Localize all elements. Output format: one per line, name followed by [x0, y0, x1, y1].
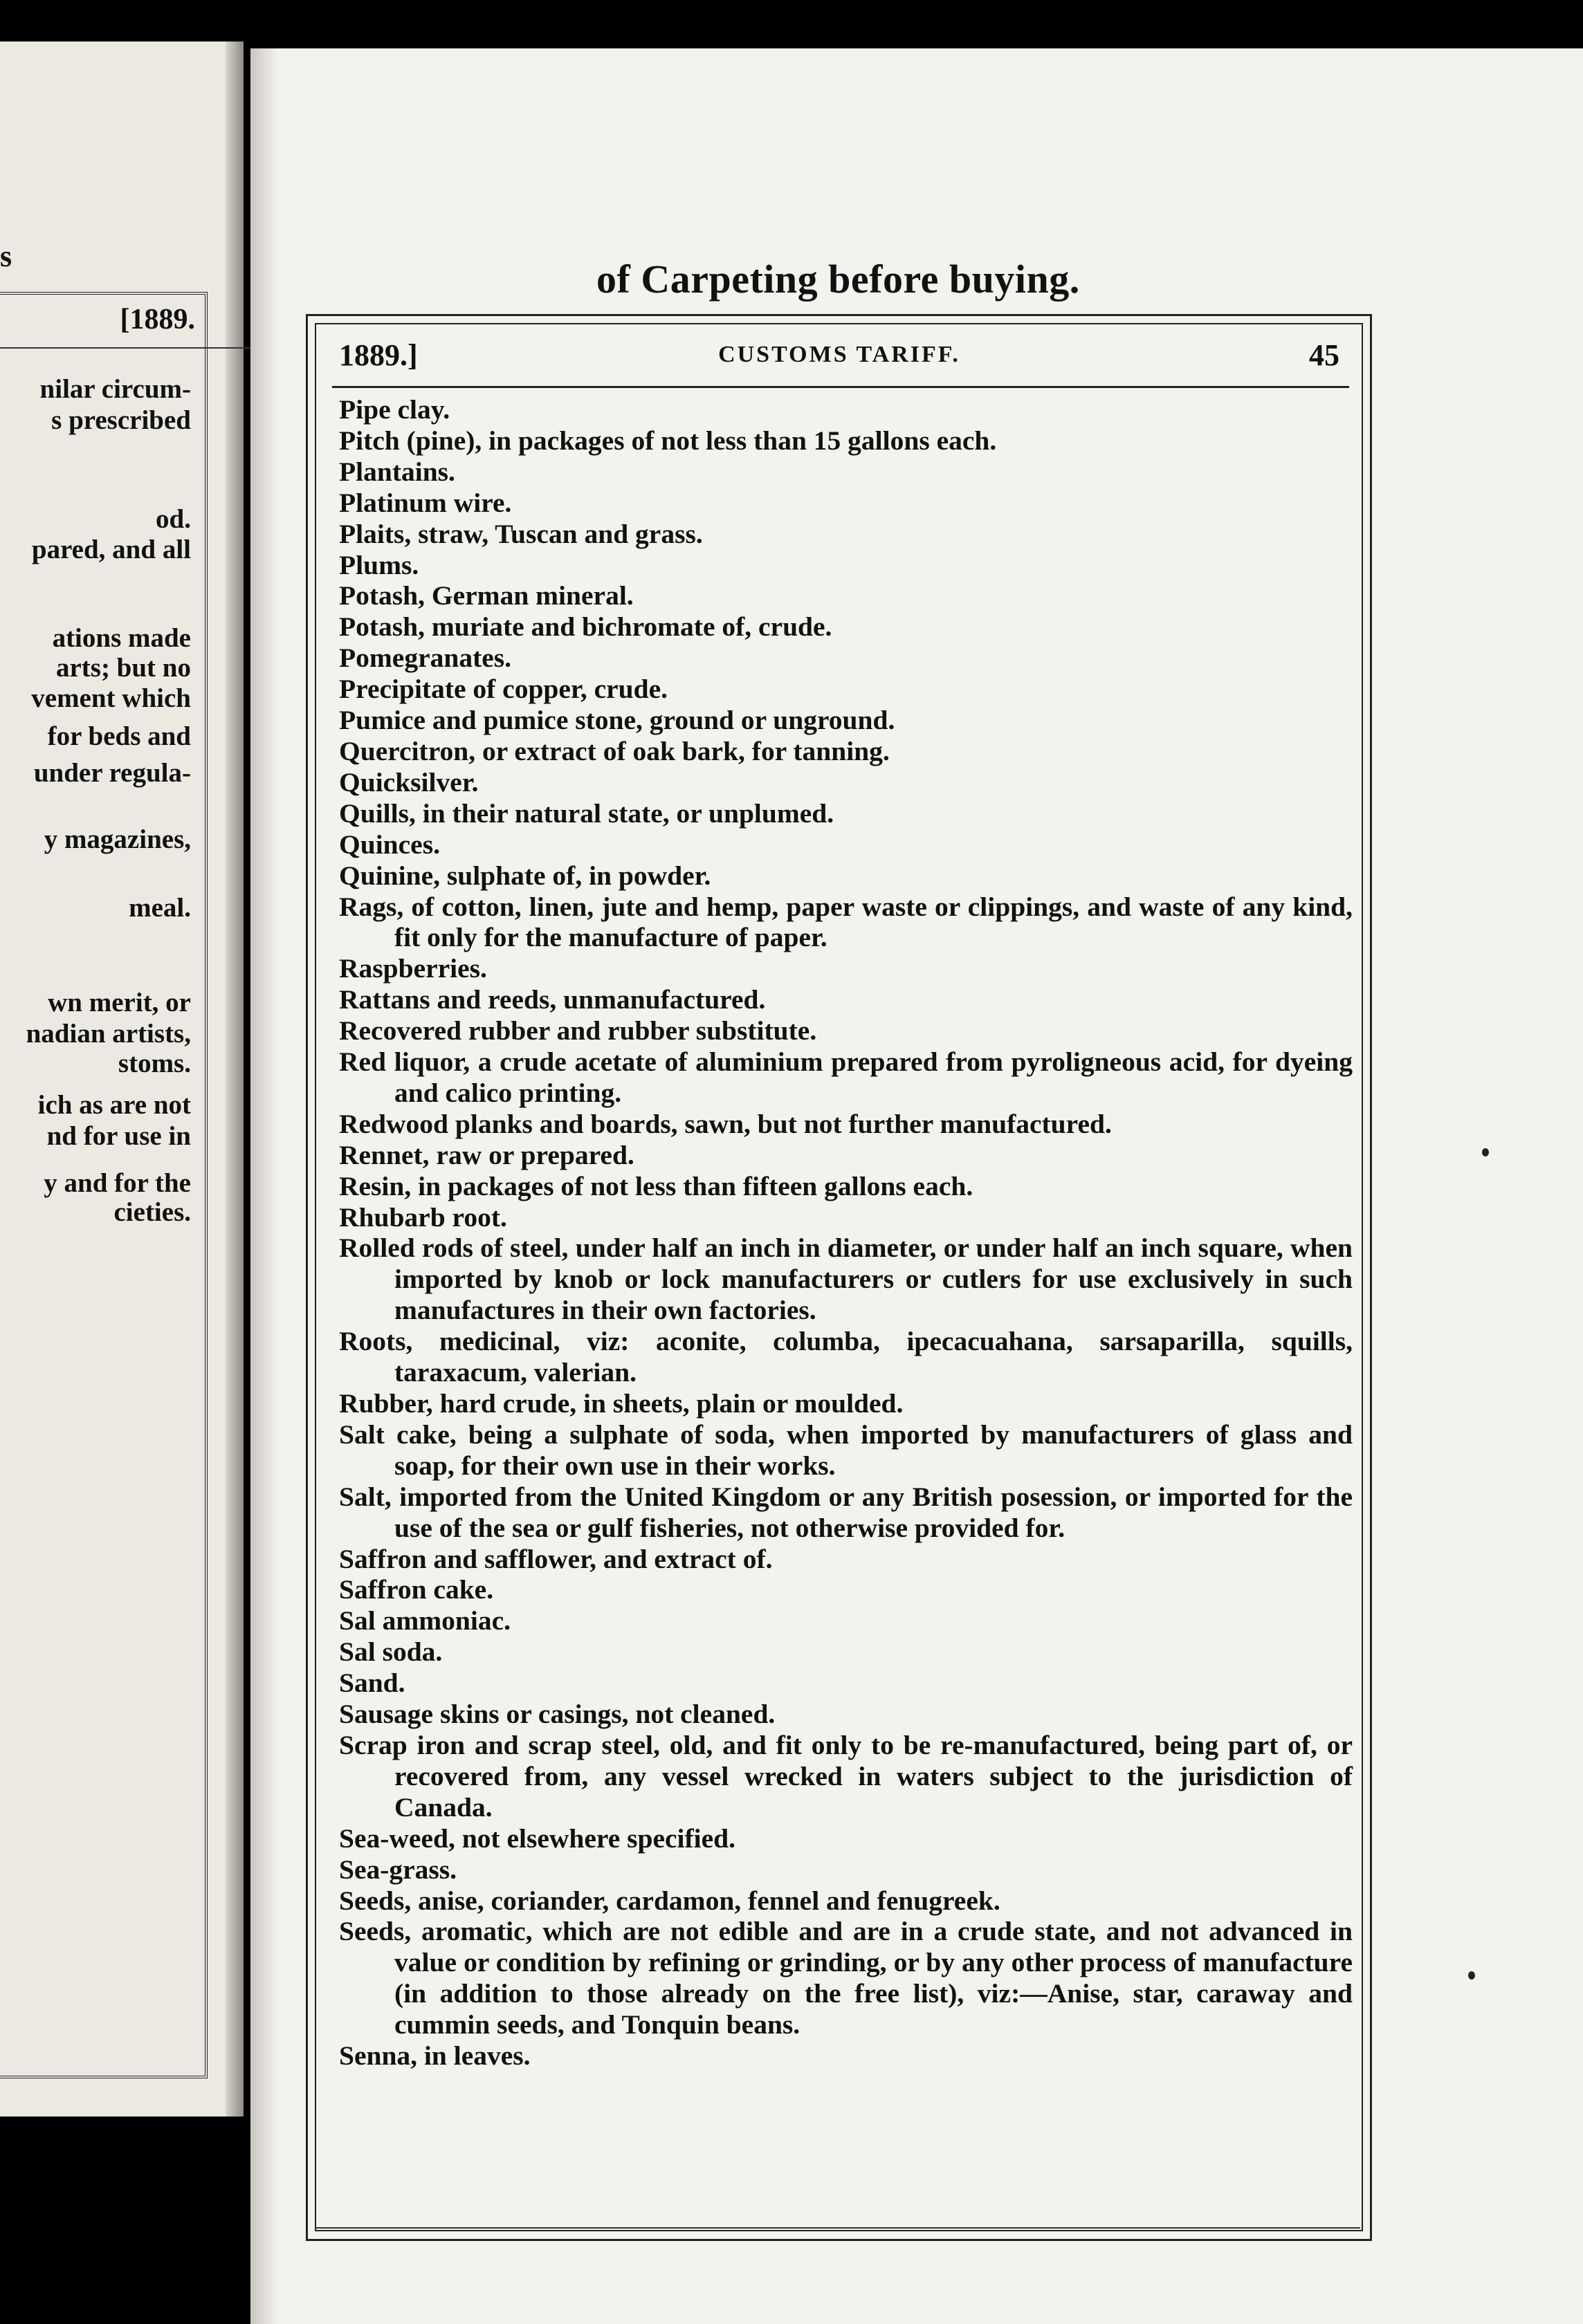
tariff-entry: Plantains. — [339, 456, 455, 487]
tariff-entry: Sea-weed, not elsewhere specified. — [339, 1823, 736, 1854]
left-text-fragment: od. — [156, 504, 191, 534]
tariff-entry: Plums. — [339, 549, 419, 580]
left-text-fragment: wn merit, or — [48, 988, 191, 1017]
left-text-fragment: ations made — [52, 623, 191, 653]
header-year: 1889.] — [339, 338, 418, 372]
tariff-entry: Pitch (pine), in packages of not less than 15 gallons each. — [339, 425, 997, 456]
tariff-entry: Quicksilver. — [339, 766, 479, 797]
left-text-fragment: nadian artists, — [26, 1019, 191, 1049]
tariff-entry: Salt cake, being a sulphate of soda, when imported by manufacturers of glass and soap, for their own use in their works. — [339, 1419, 1353, 1481]
tariff-entry: Senna, in leaves. — [339, 2040, 531, 2072]
left-running-head-fragment: s — [0, 239, 12, 273]
left-text-fragment: vement which — [31, 683, 191, 713]
tariff-entry: Platinum wire. — [339, 487, 512, 518]
tariff-entry: Raspberries. — [339, 953, 487, 984]
tariff-entry: Saffron cake. — [339, 1574, 494, 1605]
tariff-entry: Roots, medicinal, viz: aconite, columba, ipecacuahana, sarsaparilla, squills, taraxacum, valerian. — [339, 1326, 1353, 1388]
left-text-fragment: pared, and all — [31, 535, 191, 564]
tariff-entry: Quinine, sulphate of, in powder. — [339, 860, 711, 891]
right-page — [250, 48, 1583, 2324]
tariff-entry: Sand. — [339, 1668, 405, 1699]
tariff-entry: Recovered rubber and rubber substitute. — [339, 1015, 817, 1046]
tariff-entry: Rubber, hard crude, in sheets, plain or moulded. — [339, 1388, 904, 1419]
left-text-fragment: cieties. — [113, 1197, 191, 1227]
running-advertisement: of Carpeting before buying. — [596, 257, 1080, 302]
tariff-entry: Plaits, straw, Tuscan and grass. — [339, 518, 703, 549]
left-text-fragment: stoms. — [118, 1049, 191, 1078]
tariff-entry: Sal ammoniac. — [339, 1605, 511, 1636]
book-gutter-shadow — [226, 42, 244, 2116]
tariff-entry: Sea-grass. — [339, 1854, 457, 1885]
tariff-entry: Potash, muriate and bichromate of, crude. — [339, 611, 832, 643]
tariff-entry: Quills, in their natural state, or unplumed. — [339, 797, 834, 829]
tariff-entry: Potash, German mineral. — [339, 580, 634, 611]
tariff-entry: Precipitate of copper, crude. — [339, 674, 668, 705]
tariff-entry: Rolled rods of steel, under half an inch in diameter, or under half an inch square, when imported by knob or lock manufacturers or cutlers for use exclusively in such manufactures in their own factories. — [339, 1233, 1353, 1326]
left-text-fragment: meal. — [129, 893, 191, 923]
tariff-entry: Sausage skins or casings, not cleaned. — [339, 1699, 776, 1730]
tariff-entry: Resin, in packages of not less than fifteen gallons each. — [339, 1170, 973, 1201]
tariff-entry: Rennet, raw or prepared. — [339, 1139, 634, 1170]
header-title: CUSTOMS TARIFF. — [718, 342, 960, 367]
tariff-entry: Sal soda. — [339, 1636, 443, 1668]
left-text-fragment: nilar circum- — [39, 374, 191, 404]
left-page-frame — [0, 292, 208, 2078]
ink-speck — [1468, 1971, 1475, 1980]
left-text-fragment: s prescribed — [51, 405, 191, 435]
tariff-entry: Redwood planks and boards, sawn, but not further manufactured. — [339, 1108, 1112, 1139]
left-text-fragment: nd for use in — [46, 1121, 191, 1151]
page-edge-shadow — [250, 48, 278, 2324]
header-rule — [332, 386, 1349, 388]
left-page-fragment — [0, 42, 244, 2116]
left-text-fragment: for beds and — [47, 721, 191, 751]
ink-speck — [1482, 1148, 1489, 1156]
footer-rule — [315, 2227, 1360, 2229]
left-text-fragment: arts; but no — [55, 653, 191, 683]
left-page-year: [1889. — [120, 304, 195, 335]
tariff-entry: Scrap iron and scrap steel, old, and fit only to be re-manufactured, being part of, or recovered from, any vessel wrecked in waters subject to the jurisdiction of Canada. — [339, 1729, 1353, 1823]
tariff-entry: Pomegranates. — [339, 643, 511, 674]
tariff-entry: Quinces. — [339, 829, 440, 860]
tariff-entry: Saffron and safflower, and extract of. — [339, 1543, 773, 1574]
tariff-entry: Seeds, aromatic, which are not edible and are in a crude state, and not advanced in value or condition by refining or grinding, or by any other process of manufacture (in addition to those already on the free list), viz:—Anise, star, caraway and cummin seeds, and Tonquin beans. — [339, 1916, 1353, 2040]
left-text-fragment: y magazines, — [44, 824, 191, 854]
tariff-entry: Pipe clay. — [339, 394, 450, 425]
page-number: 45 — [1309, 338, 1339, 372]
left-text-fragment: under regula- — [33, 758, 191, 788]
tariff-entry: Rattans and reeds, unmanufactured. — [339, 984, 766, 1015]
tariff-entry: Pumice and pumice stone, ground or unground. — [339, 705, 895, 736]
tariff-entry: Red liquor, a crude acetate of aluminium prepared from pyroligneous acid, for dyeing and calico printing. — [339, 1046, 1353, 1108]
tariff-entry: Salt, imported from the United Kingdom or any British posession, or imported for the use of the sea or gulf fisheries, not otherwise provided for. — [339, 1481, 1353, 1543]
left-text-fragment: ich as are not — [37, 1090, 191, 1120]
page-header — [332, 331, 1346, 383]
left-text-fragment: y and for the — [44, 1168, 191, 1198]
tariff-entry: Quercitron, or extract of oak bark, for tanning. — [339, 735, 890, 766]
tariff-entry: Rags, of cotton, linen, jute and hemp, paper waste or clippings, and waste of any kind, fit only for the manufacture of paper. — [339, 891, 1353, 953]
tariff-entry-list — [339, 394, 1353, 2072]
tariff-entry: Rhubarb root. — [339, 1201, 507, 1233]
tariff-entry: Seeds, anise, coriander, cardamon, fennel and fenugreek. — [339, 1885, 1000, 1916]
